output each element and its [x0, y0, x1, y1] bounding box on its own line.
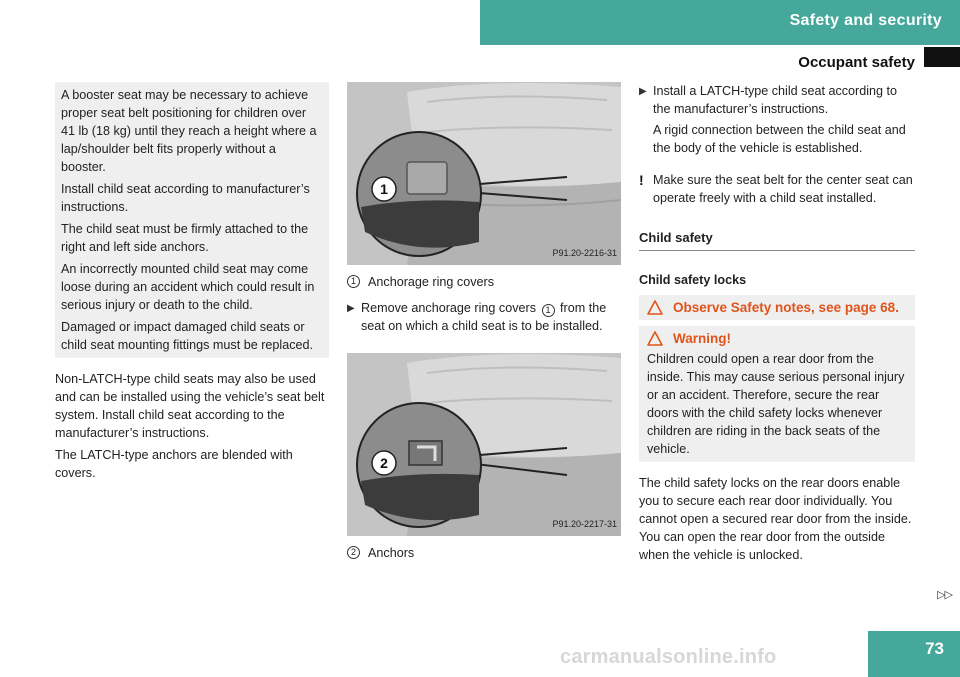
figure-code: P91.20-2216-31 [552, 248, 617, 258]
callout-number: 1 [347, 275, 360, 288]
caption-text: Anchors [368, 546, 415, 560]
info-paragraph: Install child seat according to manufacturer’s instructions. [61, 182, 310, 214]
header-band [480, 0, 960, 45]
column-left [55, 82, 329, 482]
page-number: 73 [925, 639, 944, 658]
figure-code: P91.20-2217-31 [552, 519, 617, 529]
subsection-title: Occupant safety [798, 54, 915, 71]
exclamation-icon: ! [639, 172, 644, 188]
seat-illustration [347, 353, 621, 536]
info-paragraph: The child seat must be firmly attached to the right and left side anchors. [61, 222, 309, 254]
page-number-box [868, 631, 960, 677]
info-paragraph: An incorrectly mounted child seat may come loose during an accident which could result in serious injury or death to the child. [61, 262, 315, 312]
seat-illustration [347, 82, 621, 265]
warning-triangle-icon [647, 300, 663, 315]
observe-title [647, 299, 907, 316]
body-paragraph: The child safety locks on the rear doors enable you to secure each rear door individually. You cannot open a secured rear door from the inside. You can open the rear door from the outside when the vehicle is unlocked. [639, 476, 912, 562]
section-title: Safety and security [789, 12, 942, 29]
body-paragraph: The LATCH-type anchors are blended with covers. [55, 448, 293, 480]
step-arrow-icon: ▶ [347, 303, 355, 314]
callout-number: 2 [347, 546, 360, 559]
notice [639, 171, 915, 207]
observe-box [639, 295, 915, 320]
warning-title-text: Warning! [673, 331, 731, 346]
subsection-heading: Child safety locks [639, 273, 747, 287]
warning-title [647, 330, 907, 347]
info-paragraph: A booster seat may be necessary to achieve proper seat belt positioning for children over 41 lb (18 kg) until they reach a height where a lap/shoulder belt fits properly without a booster. [61, 88, 317, 174]
section-heading: Child safety [639, 229, 915, 251]
header-marker [924, 47, 960, 67]
photo-callout: 1 [380, 181, 388, 197]
figure-caption [347, 544, 621, 562]
photo-callout: 2 [380, 455, 388, 471]
column-middle [347, 82, 621, 562]
step-result: A rigid connection between the child seat and the body of the vehicle is established. [653, 123, 906, 155]
info-box [55, 82, 329, 358]
warning-triangle-icon [647, 331, 663, 346]
observe-title-text: Observe Safety notes, see page 68. [673, 300, 899, 315]
notice-text: Make sure the seat belt for the center seat can operate freely with a child seat installed. [653, 173, 913, 205]
step-arrow-icon: ▶ [639, 86, 647, 97]
step-text: Install a LATCH-type child seat according to the manufacturer’s instructions. [653, 84, 898, 116]
callout-number: 1 [542, 304, 555, 317]
anchors-photo [347, 353, 621, 536]
column-right [639, 82, 915, 564]
instruction-step [347, 299, 621, 335]
step-text [361, 299, 621, 335]
figure-caption [347, 273, 621, 291]
caption-text: Anchorage ring covers [368, 275, 495, 289]
info-paragraph: Damaged or impact damaged child seats or child seat mounting fittings must be replaced. [61, 320, 314, 352]
anchorage-cover-photo [347, 82, 621, 265]
warning-text: Children could open a rear door from the inside. This may cause serious personal injury or an accident. Therefore, secure the rear doors with the child safety locks whenever children are riding in the back seats of the vehicle. [647, 352, 905, 456]
instruction-step [639, 82, 915, 118]
watermark: carmanualsonline.info [560, 646, 777, 668]
body-paragraph: Non-LATCH-type child seats may also be used and can be installed using the vehicle’s seat belt system. Install child seat according to the manufacturer’s instructions. [55, 372, 325, 440]
continued-icon: ▷▷ [937, 589, 952, 601]
warning-box [639, 326, 915, 462]
step-text-start: Remove anchorage ring covers [361, 301, 537, 315]
step-text-end: from the seat on which a child seat is to be installed. [361, 301, 607, 333]
